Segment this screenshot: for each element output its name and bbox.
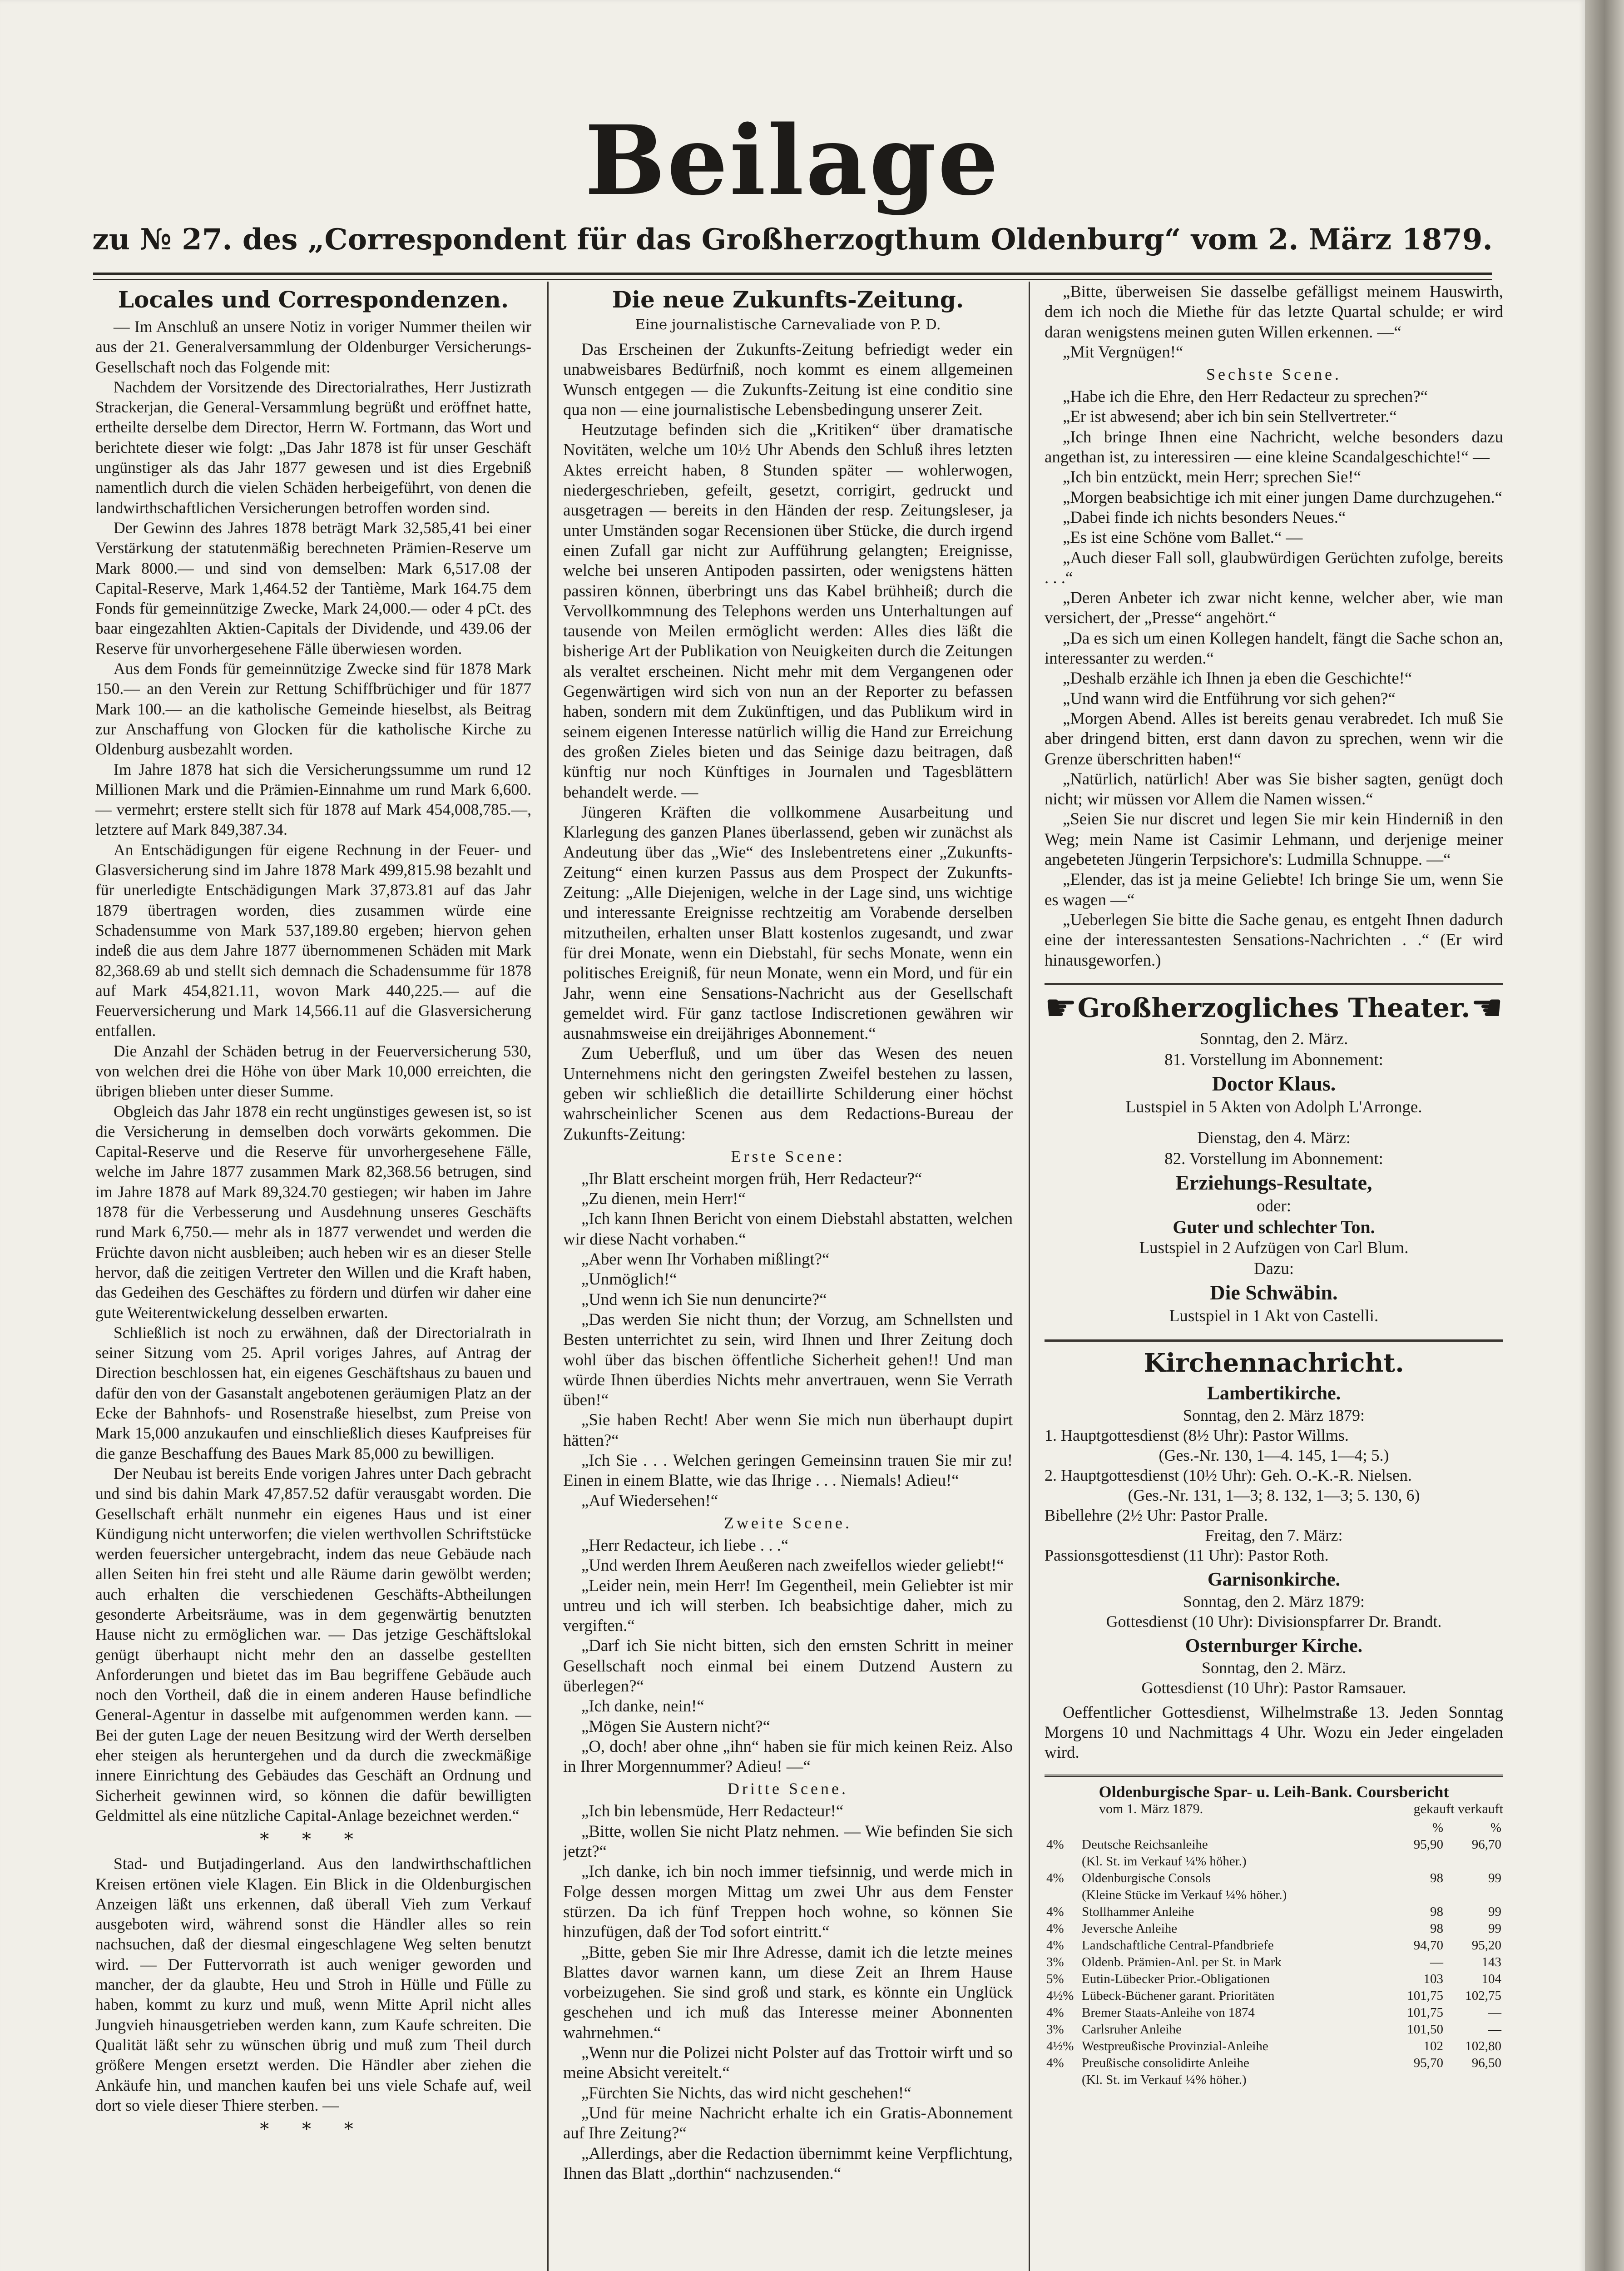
bank-sell-cell (1445, 1853, 1503, 1870)
theater-line: 82. Vorstellung im Abonnement: (1164, 1149, 1383, 1168)
church-line: Passionsgottesdienst (11 Uhr): Pastor Roth. (1045, 1546, 1329, 1564)
dialogue-line: „Mögen Sie Austern nicht?“ (581, 1716, 770, 1735)
church-line: Bibellehre (2½ Uhr: Pastor Pralle. (1045, 1506, 1268, 1524)
scene-title: Sechste Scene. (1206, 365, 1342, 384)
dialogue-line: „Fürchten Sie Nichts, das wird nicht geschehen!“ (581, 2083, 911, 2102)
table-row (1045, 1971, 1503, 1988)
bank-course-report (1045, 1775, 1503, 2088)
table-row (1045, 1820, 1503, 1836)
bank-rate-cell (1045, 1853, 1080, 1870)
bank-name-cell: Landschaftliche Central-Pfandbriefe (1082, 1938, 1274, 1953)
bank-subheader (1045, 1801, 1503, 1817)
scene-title: Zweite Scene. (724, 1513, 852, 1532)
bank-name-cell: Oldenb. Prämien-Anl. per St. in Mark (1082, 1954, 1282, 1969)
play-title: Die Schwäbin. (1210, 1280, 1338, 1304)
bank-name-cell: (Kleine Stücke im Verkauf ¼% höher.) (1082, 1887, 1287, 1902)
masthead-subtitle: zu № 27. des „Correspondent für das Großherzogthum Oldenburg“ vom 2. März 1879. (92, 223, 1493, 257)
paragraph: Zum Ueberfluß, und um über das Wesen des neuen Unternehmens nicht den geringsten Zweifel bestehen zu lassen, geben wir schließlich die detaillirte Schilderung einer höchst wahrscheinlicher Scenen aus dem Redactions-Bureau der Zukunfts-Zeitung: (563, 1044, 1013, 1143)
bank-buy-cell (1387, 1887, 1445, 1904)
masthead-title: Beilage (584, 104, 1000, 217)
dialogue-line: „Wenn nur die Polizei nicht Polster auf das Trottoir wirft und so meine Absicht vereitelt.“ (563, 2043, 1013, 2082)
bank-sell-cell (1445, 1887, 1503, 1904)
bank-buy-cell: 103 (1423, 1971, 1443, 1986)
bank-rate-cell: 4% (1046, 2005, 1064, 2020)
bank-name-cell: Lübeck-Büchener garant. Prioritäten (1082, 1988, 1275, 2003)
dialogue-line: „Das werden Sie nicht thun; der Vorzug, am Schnellsten und Besten unterrichtet zu sein, wird Ihnen und Ihrer Zeitung doch wohl über das bischen öffentliche Sicherheit gehen!! Und man würde Ihnen überdies Nichts mehr anvertrauen, wenn Sie Verrath üben!“ (563, 1309, 1013, 1409)
dialogue-line: „Elender, das ist ja meine Geliebte! Ich bringe Sie um, wenn Sie es wagen —“ (1045, 870, 1503, 909)
section-heading: Locales und Correspondenzen. (118, 286, 509, 313)
bank-name-cell: Stollhammer Anleihe (1082, 1904, 1194, 1919)
bank-buy-cell: 101,75 (1407, 2005, 1443, 2020)
dialogue-line: „Darf ich Sie nicht bitten, sich den ernsten Schritt in meiner Gesellschaft noch einmal bei einem Dutzend Austern zu überlegen?“ (563, 1636, 1013, 1695)
church-line: Freitag, den 7. März: (1205, 1526, 1343, 1544)
table-row (1045, 1937, 1503, 1954)
bank-name-cell: (Kl. St. im Verkauf ¼% höher.) (1082, 2072, 1247, 2087)
column-feuilleton (563, 282, 1013, 2271)
dialogue-line: „Dabei finde ich nichts besonders Neues.“ (1063, 507, 1346, 526)
bank-name-cell: Oldenburgische Consols (1082, 1870, 1211, 1885)
theater-title: Großherzogliches Theater. (1077, 992, 1471, 1023)
bank-rate-cell: 4% (1046, 2055, 1064, 2070)
bank-buy-cell: 95,70 (1413, 2055, 1443, 2070)
bank-sell-cell: 96,50 (1471, 2055, 1501, 2070)
paragraph: Nachdem der Vorsitzende des Directorialrathes, Herr Justizrath Strackerjan, die General-Versammlung begrüßt und eröffnet hatte, ertheilte derselbe dem Director, Herrn W. Fortmann, das Wort und berichtete dieser wie folgt: „Das Jahr 1878 ist für unser Geschäft ungünstiger als das Jahr 1877 gewesen und ist dies Ergebniß namentlich durch die vielen Schäden herbeigeführt, von denen die landwirthschaftlichen Versicherungen betroffen worden sind. (95, 377, 531, 517)
paragraph: — Im Anschluß an unsere Notiz in voriger Nummer theilen wir aus der 21. Generalversammlung der Oldenburger Versicherungs-Gesellschaft noch das Folgende mit: (95, 317, 531, 376)
dialogue-line: „Bitte, geben Sie mir Ihre Adresse, damit ich die letzte meines Blattes davor warnen kann, um diese Zeit an Ihrem Hause vorbeizugehen. Sie sind groß und stark, es könnte ein Unglück geschehen und ich muß das Interesse meiner Abonnenten wahrnehmen.“ (563, 1942, 1013, 2042)
bank-rate-cell: 4½% (1046, 2038, 1074, 2053)
column-local-news (95, 282, 531, 2271)
dialogue-line: „Er ist abwesend; aber ich bin sein Stellvertreter.“ (1063, 407, 1397, 426)
dialogue-line: „Morgen beabsichtige ich mit einer jungen Dame durchzugehen.“ (1063, 487, 1502, 506)
bank-rate-cell: 4% (1046, 1837, 1064, 1852)
table-row (1045, 2055, 1503, 2072)
bank-buy-cell (1387, 1853, 1445, 1870)
bank-sell-cell: — (1488, 2005, 1501, 2020)
dialogue-line: „Auf Wiedersehen!“ (581, 1491, 718, 1510)
bank-sell-cell: 104 (1481, 1971, 1501, 1986)
bank-buy-cell (1387, 2072, 1445, 2088)
dialogue-line: „Natürlich, natürlich! Aber was Sie bisher sagten, genügt doch nicht; wir müssen vor Allem die Namen wissen.“ (1045, 769, 1503, 808)
scene-title: Erste Scene: (731, 1147, 845, 1165)
bank-sell-cell: 99 (1488, 1921, 1501, 1936)
theater-date: Dienstag, den 4. März: (1197, 1128, 1351, 1147)
paragraph: Im Jahre 1878 hat sich die Versicherungssumme um rund 12 Millionen Mark und die Prämien-Einnahme um rund Mark 6,600.— vermehrt; erstere stellt sich für 1878 auf Mark 454,008,785.—, letztere auf Mark 849,387.34. (95, 760, 531, 839)
bank-sell-cell: 143 (1481, 1954, 1501, 1969)
theater-header (1045, 986, 1503, 1029)
bank-table-body (1045, 1820, 1503, 2088)
church-line: (Ges.-Nr. 130, 1—4. 145, 1—4; 5.) (1159, 1446, 1389, 1464)
paragraph: Die Anzahl der Schäden betrug in der Feuerversicherung 530, von welchen drei die Höhe von über Mark 10,000 erreichten, die übrigen blieben unter dieser Summe. (95, 1041, 531, 1101)
bank-sell-cell: 96,70 (1471, 1837, 1501, 1852)
church-line: Sonntag, den 2. März 1879: (1183, 1406, 1365, 1424)
bank-buy-cell: 102 (1423, 2038, 1443, 2053)
table-row (1045, 1954, 1503, 1971)
church-line: Sonntag, den 2. März 1879: (1183, 1592, 1365, 1611)
church-line: 1. Hauptgottesdienst (8½ Uhr): Pastor Willms. (1045, 1426, 1349, 1444)
dialogue-line: „Da es sich um einen Kollegen handelt, fängt die Sache schon an, interessanter zu werden.“ (1045, 628, 1503, 668)
table-row (1045, 1870, 1503, 1887)
dialogue-line: „Deren Anbeter ich zwar nicht kenne, welcher aber, wie man versichert, der „Presse“ angehört.“ (1045, 588, 1503, 627)
table-row (1045, 1836, 1503, 1853)
church-line: Gottesdienst (10 Uhr): Divisionspfarrer Dr. Brandt. (1106, 1612, 1442, 1631)
table-row (1045, 2072, 1503, 2088)
bank-rate-cell: 4% (1046, 1938, 1064, 1953)
bank-sell-cell: 99 (1488, 1904, 1501, 1919)
bank-buy-cell: 98 (1430, 1870, 1443, 1885)
dialogue-line: „Seien Sie nur discret und legen Sie mir kein Hinderniß in den Weg; mein Name ist Casimir Lehmann, und derjenige meiner angebeteten Jüngerin Terpsichore's: Ludmilla Schnuppe. —“ (1045, 809, 1503, 869)
paragraph: Schließlich ist noch zu erwähnen, daß der Directorialrath in seiner Sitzung vom 25. April voriges Jahres, auf Antrag der Direction beschlossen hat, ein eigenes Geschäftshaus zu bauen und dafür den von der Gasanstalt angebotenen geräumigen Platz an der Ecke der Bahnhofs- und Rosenstraße hieselbst, zum Preise von Mark 15,000 anzukaufen und einschließlich dieses Kaufpreises für die ganze Beschaffung des Baues Mark 85,000 zu bewilligen. (95, 1323, 531, 1463)
paragraph: Der Neubau ist bereits Ende vorigen Jahres unter Dach gebracht und sind bis dahin Mark 47,857.52 dafür verausgabt worden. Die Gesellschaft erhält nunmehr ein eigenes Haus und ist einer Kündigung nicht unterworfen; die vielen werthvollen Schriftstücke werden feuersicher untergebracht, indem das neue Gebäude nach allen Seiten hin frei steht und alle Räume darin gewölbt werden; auch erhalten die verschiedenen Geschäfts-Abtheilungen gesonderte Arbeitsräume, was in dem gegenwärtig benutzten Hause nicht zu ermöglichen war. — Das jetzige Geschäftslokal genügt überhaupt nicht mehr den an dasselbe gestellten Anforderungen und bietet das im Bau begriffene Gebäude auch noch den Vortheil, daß die in einem anderen Hause befindliche General-Agentur in dasselbe mit aufgenommen werden kann. — Bei der guten Lage der neuen Besitzung wird der Werth derselben eher steigen als heruntergehen und da durch die zweckmäßige innere Einrichtung des Gebäudes das Geschäft an Ordnung und Sicherheit gewinnen wird, so können die dafür bewilligten Geldmittel als eine nützliche Capital-Anlage bezeichnet werden.“ (95, 1464, 531, 1825)
dialogue-line: „Und für meine Nachricht erhalte ich ein Gratis-Abonnement auf Ihre Zeitung?“ (563, 2103, 1013, 2142)
dialogue-line: „Ich kann Ihnen Bericht von einem Diebstahl abstatten, welchen wir diese Nacht vorhaben.“ (563, 1209, 1013, 1248)
bank-sell-cell: 102,80 (1465, 2038, 1501, 2053)
bank-col-header-sell: verkauft (1458, 1801, 1503, 1816)
church-line: 2. Hauptgottesdienst (10½ Uhr): Geh. O.-K.-R. Nielsen. (1045, 1466, 1412, 1484)
dialogue-line: „Deshalb erzähle ich Ihnen ja eben die Geschichte!“ (1063, 669, 1412, 688)
dialogue-line: „O, doch! aber ohne „ihn“ haben sie für mich keinen Reiz. Also in Ihrer Morgennummer? Adieu! —“ (563, 1736, 1013, 1776)
paragraph: Aus dem Fonds für gemeinnützige Zwecke sind für 1878 Mark 150.— an den Verein zur Rettung Schiffbrüchiger und für 1877 Mark 100.— an die katholische Gemeinde hieselbst, als Beitrag zur Anschaffung von Glocken für die katholische Kirche zu Oldenburg ausbezahlt worden. (95, 659, 531, 759)
unit-cell: % (1490, 1820, 1501, 1835)
dialogue-line: „Und wann wird die Entführung vor sich gehen?“ (1063, 689, 1396, 708)
bank-title: Oldenburgische Spar- u. Leih-Bank. Coursbericht (1099, 1782, 1449, 1801)
table-row (1045, 2021, 1503, 2038)
bank-sell-cell (1445, 2072, 1503, 2088)
theater-line: Dazu: (1253, 1259, 1294, 1278)
scene-title: Dritte Scene. (728, 1780, 848, 1798)
pointing-hand-left-icon: ☚ (1471, 986, 1503, 1029)
paragraph: An Entschädigungen für eigene Rechnung in der Feuer- und Glasversicherung sind im Jahre 1878 Mark 499,815.98 bezahlt und für unerledigte Entschädigungen Mark 37,873.81 auf das Jahr 1879 übertragen worden, dies zusammen würde eine Schadensumme von Mark 537,189.80 ergeben; hiervon gehen indeß die aus dem Jahre 1877 übernommenen Schäden mit Mark 82,368.69 ab und stellt sich demnach die Schadensumme für 1878 auf Mark 454,821.11, wovon Mark 440,225.— auf die Feuerversicherung und Mark 14,566.11 auf die Glasversicherung entfallen. (95, 840, 531, 1040)
paragraph: Jüngeren Kräften die vollkommene Ausarbeitung und Klarlegung des ganzen Planes überlassend, geben wir zunächst als Andeutung über das „Wie“ des Inslebentretens einer „Zukunfts-Zeitung“ einen kurzen Passus aus dem Prospect der Zukunfts-Zeitung: „Alle Diejenigen, welche in der Lage sind, uns wichtige und interessante Ereignisse rechtzeitig am Vorabende derselben mitzutheilen, erhalten unser Blatt kostenlos zugesandt, und zwar für drei Monate, wenn ein Diebstahl, für sechs Monate, wenn ein politisches Ereigniß, für neun Monate, wenn ein Mord, und für ein Jahr, wenn eine Sensations-Nachricht aus der Gesellschaft gemeldet wird. Für ganz tactlose Indiscretionen gewähren wir ausnahmsweise ein dreijähriges Abonnement.“ (563, 802, 1013, 1043)
dialogue-line: „Auch dieser Fall soll, glaubwürdigen Gerüchten zufolge, bereits . . .“ (1045, 548, 1503, 587)
bank-table (1045, 1820, 1503, 2088)
bank-name-cell: Westpreußische Provinzial-Anleihe (1082, 2038, 1268, 2053)
bank-col-headers (1414, 1801, 1503, 1817)
theater-line: Lustspiel in 2 Aufzügen von Carl Blum. (1139, 1238, 1409, 1257)
section-rule (1045, 1339, 1503, 1342)
bank-name-cell: Jeversche Anleihe (1082, 1921, 1178, 1936)
table-row (1045, 1904, 1503, 1920)
church-line: (Ges.-Nr. 131, 1—3; 8. 132, 1—3; 5. 130, 6) (1128, 1486, 1420, 1504)
dialogue-line: „Zu dienen, mein Herr!“ (581, 1189, 746, 1208)
church-line: Sonntag, den 2. März. (1202, 1658, 1346, 1677)
dialogue-line: „Morgen Abend. Alles ist bereits genau verabredet. Ich muß Sie aber dringend bitten, erst dann davon zu sprechen, wenn wir die Grenze überschritten haben!“ (1045, 709, 1503, 768)
dialogue-line: „Habe ich die Ehre, den Herr Redacteur zu sprechen?“ (1063, 387, 1428, 406)
table-row (1045, 1887, 1503, 1904)
church-line: Gottesdienst (10 Uhr): Pastor Ramsauer. (1141, 1678, 1406, 1697)
bank-name-cell: Deutsche Reichsanleihe (1082, 1837, 1208, 1852)
bank-sell-cell: 99 (1488, 1870, 1501, 1885)
dialogue-line: „Bitte, wollen Sie nicht Platz nehmen. — Wie befinden Sie sich jetzt?“ (563, 1821, 1013, 1861)
paragraph: Obgleich das Jahr 1878 ein recht ungünstiges gewesen ist, so ist die Versicherung in demselben doch vorwärts gekommen. Die Capital-Reserve und die Reserve für unvorhergesehene Fälle, welche im Jahre 1877 zusammen Mark 82,368.56 betrugen, sind im Jahre 1878 auf Mark 89,324.70 gestiegen; wir haben im Jahre 1878 für die Verbesserung und Ausdehnung unseres Geschäfts rund Mark 6,750.— mehr als in 1877 verwendet und werden die Früchte davon nicht ausbleiben; auch heben wir es an dieser Stelle hervor, daß die zeitigen Vertreter den Willen und die Kraft haben, das Gedeihen des Geschäftes zu fördern und dürfen wir daher eine gute Weiterentwickelung desselben erwarten. (95, 1102, 531, 1322)
bank-rate-cell: 3% (1046, 2022, 1064, 2037)
play-title: Doctor Klaus. (1212, 1071, 1336, 1095)
bank-rate-cell (1045, 1887, 1080, 1904)
bank-buy-cell: 98 (1430, 1904, 1443, 1919)
dialogue-line: „Ueberlegen Sie bitte die Sache genau, es entgeht Ihnen dadurch eine der interessantesten Sensations-Nachrichten . .“ (Er wird hinausgeworfen.) (1045, 910, 1503, 969)
play-title: Guter und schlechter Ton. (1173, 1216, 1375, 1237)
theater-line: Lustspiel in 5 Akten von Adolph L'Arronge. (1125, 1097, 1422, 1116)
section-separator: * * * (260, 1829, 367, 1850)
bank-rate-cell: 5% (1046, 1971, 1064, 1986)
bank-name-cell: Eutin-Lübecker Prior.-Obligationen (1082, 1971, 1270, 1986)
bank-sell-cell: — (1488, 2022, 1501, 2037)
dialogue-line: „Herr Redacteur, ich liebe . . .“ (581, 1535, 789, 1554)
bank-buy-cell: 94,70 (1413, 1938, 1443, 1953)
table-row (1045, 2004, 1503, 2021)
public-service-notice: Oeffentlicher Gottesdienst, Wilhelmstraße 13. Jeden Sonntag Morgens 10 und Nachmittags 4 Uhr. Wozu ein Jeder eingeladen wird. (1045, 1702, 1503, 1762)
unit-cell: % (1432, 1820, 1443, 1835)
bank-rate-cell (1045, 2072, 1080, 2088)
theater-date: Sonntag, den 2. März. (1199, 1029, 1348, 1048)
dialogue-line: „Bitte, überweisen Sie dasselbe gefälligst meinem Hauswirth, dem ich noch die Miethe für das letzte Quartal schulde; er wird daran wenigstens meinen guten Willen erkennen. —“ (1045, 282, 1503, 341)
paragraph: Das Erscheinen der Zukunfts-Zeitung befriedigt weder ein unabweisbares Bedürfniß, noch kommt es einem allgemeinen Wunsch entgegen — die Zukunfts-Zeitung ist eine conditio sine qua non — eine journalistische Lebensbedingung unserer Zeit. (563, 340, 1013, 419)
bank-buy-cell: 101,75 (1407, 1988, 1443, 2003)
column-right (1045, 282, 1503, 2271)
bank-rate-cell: 4% (1046, 1921, 1064, 1936)
pointing-hand-right-icon: ☛ (1045, 986, 1077, 1029)
dialogue-line: „Aber wenn Ihr Vorhaben mißlingt?“ (581, 1250, 830, 1269)
bank-name-cell: Preußische consolidirte Anleihe (1082, 2055, 1249, 2070)
dialogue-line: „Mit Vergnügen!“ (1063, 342, 1183, 361)
article-subtitle: Eine journalistische Carnevaliade von P. D. (635, 317, 941, 333)
bank-date: vom 1. März 1879. (1099, 1801, 1203, 1816)
bank-rate-cell: 4% (1046, 1904, 1064, 1919)
table-row (1045, 2038, 1503, 2055)
dialogue-line: „Ich danke, ich bin noch immer tiefsinnig, und werde mich in Folge dessen morgen Mittag um zwei Uhr aus dem Fenster stürzen. Da ich fünf Treppen hoch wohne, so können Sie hinzufügen, daß der Tod sofort eintritt.“ (563, 1862, 1013, 1941)
bank-col-header-buy: gekauft (1413, 1801, 1455, 1816)
column-divider (1029, 282, 1030, 2271)
paragraph: Stad- und Butjadingerland. Aus den landwirthschaftlichen Kreisen ertönen viele Klagen. Ein Blick in die Oldenburgischen Anzeigen läßt uns erkennen, daß überall Vieh zum Verkauf ausgeboten wird, während sonst die Händler alles so rein nachsuchen, daß der diesmal eingeschlagene Weg selten benutzt wird. — Der Futtervorrath ist auch weniger geworden und mancher, der da glaubte, Heu und Stroh in Hülle und Fülle zu haben, kommt zu kurz und muß, wenn Mitte April nicht alles Jungvieh hinausgetrieben werden kann, zum Kaufe schreiten. Die Qualität läßt sehr zu wünschen übrig und muß zum Theil durch größere Mengen ersetzt werden. Die Händler aber ziehen die Ankäufe hin, und manchen kaufen bei uns viele Schafe auf, weil dort so viele dieser Thiere sterben. — (95, 1854, 531, 2114)
section-heading: Die neue Zukunfts-Zeitung. (612, 286, 964, 313)
theater-line: 81. Vorstellung im Abonnement: (1164, 1050, 1383, 1069)
book-binding-edge (1585, 0, 1624, 2271)
bank-rate-cell: 4% (1046, 1870, 1064, 1885)
table-row (1045, 1853, 1503, 1870)
bank-sell-cell: 95,20 (1471, 1938, 1501, 1953)
bank-buy-cell: 95,90 (1413, 1837, 1443, 1852)
table-row (1045, 1988, 1503, 2004)
church-name: Lambertikirche. (1207, 1383, 1341, 1404)
bank-rate-cell: 4½% (1046, 1988, 1074, 2003)
church-news-title: Kirchennachricht. (1144, 1348, 1404, 1378)
paragraph: Der Gewinn des Jahres 1878 beträgt Mark 32,585,41 bei einer Verstärkung der statutenmäßig berechneten Prämien-Reserve um Mark 8000.— und sind von demselben: Mark 6,517.08 der Capital-Reserve, Mark 1,464.52 der Tantième, Mark 164.75 dem Fonds für gemeinnützige Zwecke, Mark 24,000.— oder 4 pCt. des baar eingezahlten Aktien-Capitals der Dividende, und 439.06 der Reserve für unvorhergesehene Fälle überwiesen worden. (95, 518, 531, 658)
bank-buy-cell: — (1430, 1954, 1443, 1969)
church-name: Osternburger Kirche. (1185, 1635, 1363, 1656)
dialogue-line: „Und werden Ihrem Aeußeren nach zweifellos wieder geliebt!“ (581, 1556, 1004, 1575)
bank-buy-cell: 101,50 (1407, 2022, 1443, 2037)
table-row (1045, 1920, 1503, 1937)
dialogue-line: „Es ist eine Schöne vom Ballet.“ — (1063, 528, 1303, 547)
paragraph: Heutzutage befinden sich die „Kritiken“ über dramatische Novitäten, welche um 10½ Uhr Abends den Schluß ihres letzten Aktes erreicht haben, 8 Stunden später — wohlerwogen, niedergeschrieben, gefeilt, gesetzt, corrigirt, gedruckt und ausgetragen — bereits in den Händen der resp. Zeitungsleser, ja unter Umständen sogar Recensionen über Stücke, die durch irgend einen Zufall gar nicht zur Aufführung gelangten; Ereignisse, welche bei unseren Antipoden passirten, oder wenigstens hätten passiren können, überbringt uns das Kabel brühheiß; durch die Vervollkommnung des Telephons werden uns Unterhaltungen auf tausende von Meilen ermöglicht werden: Alles dies läßt die bisherige Art der Publikation von Neuigkeiten durch die Zeitungen als veraltet erscheinen. Nicht mehr mit dem Vergangenen oder Gegenwärtigen wird sich von nun an der Reporter zu befassen haben, sondern mit dem Zukünftigen, und das Publikum wird in seinem eigenen Interesse natürlich willig die Hand zur Erreichung des großen Zieles bieten und das Seinige dazu beitragen, daß künftig nur noch Künftiges in Journalen und Tagesblättern behandelt werde. — (563, 420, 1013, 801)
dialogue-line: „Ich Sie . . . Welchen geringen Gemeinsinn trauen Sie mir zu! Einen in einem Blatte, wie das Ihrige . . . Niemals! Adieu!“ (563, 1451, 1013, 1490)
dialogue-line: „Ich danke, nein!“ (581, 1696, 704, 1716)
dialogue-line: „Ich bringe Ihnen eine Nachricht, welche besonders dazu angethan ist, zu interessiren — eine kleine Scandalgeschichte!“ — (1045, 427, 1503, 466)
bank-rate-cell: 3% (1046, 1954, 1064, 1969)
bank-sell-cell: 102,75 (1465, 1988, 1501, 2003)
bank-name-cell: (Kl. St. im Verkauf ¼% höher.) (1082, 1854, 1247, 1869)
masthead-rule (93, 273, 1492, 280)
dialogue-line: „Allerdings, aber die Redaction übernimmt keine Verpflichtung, Ihnen das Blatt „dorthin“ nachzusenden.“ (563, 2143, 1013, 2182)
bank-name-cell: Carlsruher Anleihe (1082, 2022, 1182, 2037)
bank-buy-cell: 98 (1430, 1921, 1443, 1936)
bank-name-cell: Bremer Staats-Anleihe von 1874 (1082, 2005, 1255, 2020)
dialogue-line: „Leider nein, mein Herr! Im Gegentheil, mein Geliebter ist mir untreu und ich will sterben. Ich beabsichtige daher, mich zu vergiften.“ (563, 1576, 1013, 1635)
dialogue-line: „Unmöglich!“ (581, 1269, 677, 1289)
theater-line: oder: (1256, 1196, 1292, 1215)
dialogue-line: „Ich bin lebensmüde, Herr Redacteur!“ (581, 1801, 844, 1820)
section-rule (1045, 983, 1503, 985)
play-title: Erziehungs-Resultate, (1175, 1170, 1372, 1194)
column-divider (547, 282, 549, 2271)
dialogue-line: „Sie haben Recht! Aber wenn Sie mich nun überhaupt dupirt hätten?“ (563, 1410, 1013, 1449)
dialogue-line: „Ich bin entzückt, mein Herr; sprechen Sie!“ (1063, 467, 1361, 486)
theater-line: Lustspiel in 1 Akt von Castelli. (1169, 1306, 1379, 1325)
dialogue-line: „Und wenn ich Sie nun denuncirte?“ (581, 1289, 827, 1309)
dialogue-line: „Ihr Blatt erscheint morgen früh, Herr Redacteur?“ (581, 1169, 922, 1188)
section-separator: * * * (260, 2119, 367, 2140)
church-name: Garnisonkirche. (1207, 1569, 1341, 1590)
